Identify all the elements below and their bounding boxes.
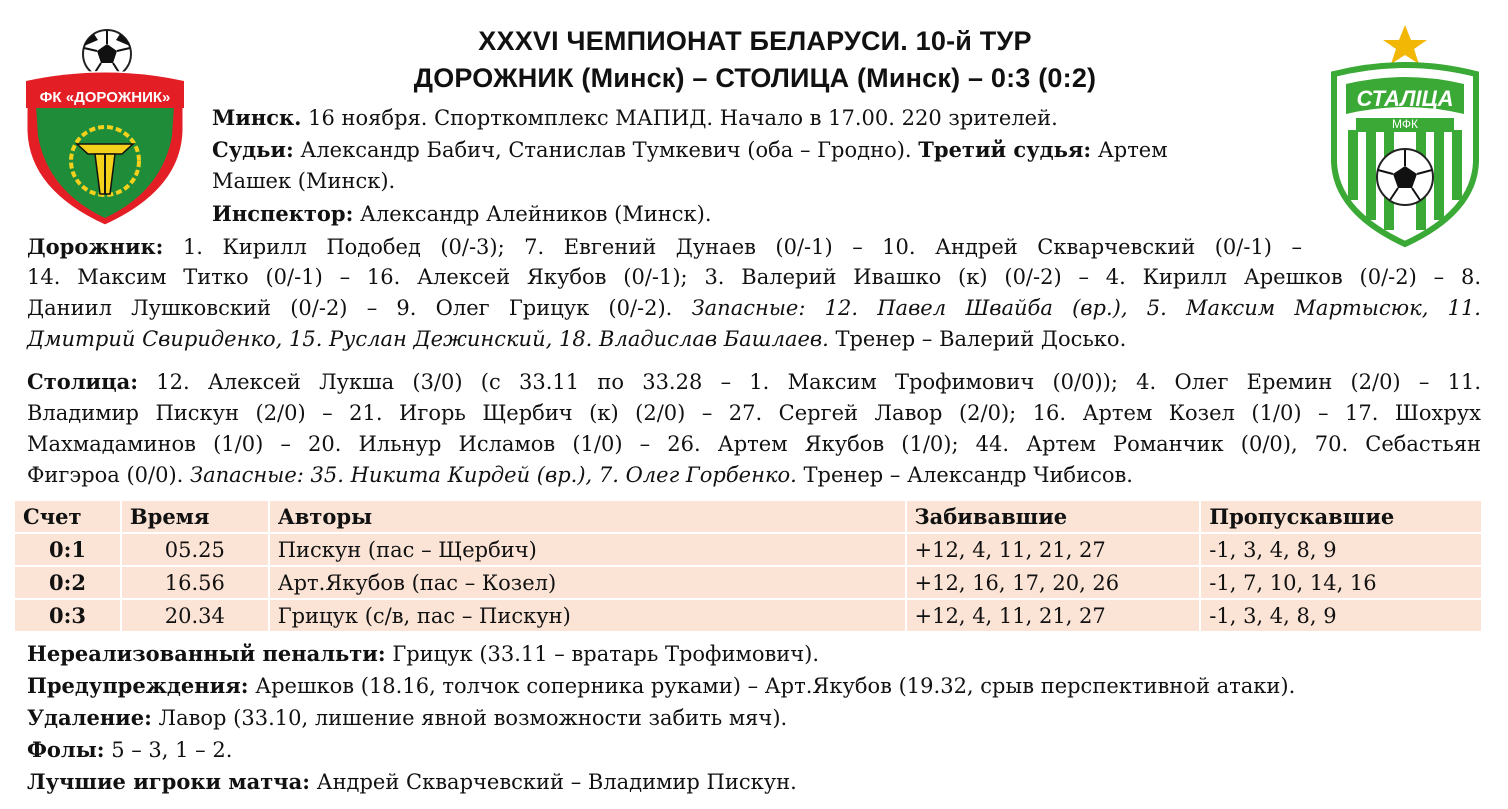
best-players-label: Лучшие игроки матча: xyxy=(27,769,310,794)
goal-author: Арт.Якубов (пас – Козел) xyxy=(269,566,906,599)
goal-time: 16.56 xyxy=(121,566,269,599)
home-lineup-row: 14. Максим Титко (0/-1) – 16. Алексей Якубов (0/-1); 3. Валерий Ивашко (к) (0/-2) – 4. Кирилл Арешков (0/-2) – 8. xyxy=(27,265,1481,289)
goal-scorers-on-pitch: +12, 4, 11, 21, 27 xyxy=(906,533,1201,566)
inspector-line xyxy=(212,198,712,230)
football-icon xyxy=(83,30,131,78)
match-score-title: ДОРОЖНИК (Минск) – СТОЛИЦА (Минск) – 0:3 (0:2) xyxy=(413,63,1097,93)
warnings-text: Арешков (18.16, толчок соперника руками) – Арт.Якубов (19.32, срыв перспективной атаки). xyxy=(248,674,1296,698)
goal-conceders-on-pitch: -1, 3, 4, 8, 9 xyxy=(1200,533,1482,566)
goal-time: 20.34 xyxy=(121,599,269,632)
goal-scorers-on-pitch: +12, 16, 17, 20, 26 xyxy=(906,566,1201,599)
stalitsa-logo xyxy=(1326,22,1484,248)
home-lineup-text: 1. Кирилл Подобед (0/-3); 7. Евгений Дунаев (0/-1) – 10. Андрей Скварчевский (0/-1) – xyxy=(163,235,1302,259)
goal-time: 05.25 xyxy=(121,533,269,566)
home-lineup-row xyxy=(27,293,1481,324)
best-players-line xyxy=(27,766,797,798)
goal-conceders-on-pitch: -1, 7, 10, 14, 16 xyxy=(1200,566,1482,599)
inspector-label: Инспектор: xyxy=(212,201,354,226)
goal-scorers-on-pitch: +12, 4, 11, 21, 27 xyxy=(906,599,1201,632)
home-subs-text: Запасные: 12. Павел Швайба (вр.), 5. Максим Мартысюк, 11. xyxy=(691,296,1481,320)
away-lineup-row: Владимир Пискун (2/0) – 21. Игорь Щербич (к) (2/0) – 27. Сергей Лавор (2/0); 16. Артем Козел (1/0) – 17. Шохрух xyxy=(27,401,1481,425)
third-referee-label: Третий судья: xyxy=(918,137,1092,162)
goals-table-header xyxy=(14,500,1482,533)
goal-author: Пискун (пас – Щербич) xyxy=(269,533,906,566)
away-lineup-row xyxy=(27,366,1481,398)
star-icon xyxy=(1383,25,1427,64)
away-subs-text: Запасные: 35. Никита Кирдей (вр.), 7. Олег Горбенко. xyxy=(190,463,797,487)
away-lineup xyxy=(27,366,1481,491)
table-row xyxy=(14,533,1482,566)
goal-score: 0:2 xyxy=(14,566,121,599)
sendoff-line xyxy=(27,702,787,734)
home-lineup-cont xyxy=(27,262,1481,355)
venue-line xyxy=(212,102,1058,134)
penalty-text: Грицук (33.11 – вратарь Трофимович). xyxy=(385,642,820,666)
stalitsa-logo-sub: МФК xyxy=(1392,117,1418,131)
away-lineup-text: Фигэроа (0/0). xyxy=(27,463,191,487)
third-referee-text: Артем xyxy=(1091,138,1168,162)
home-team-label: Дорожник: xyxy=(27,234,164,259)
referees-label: Судьи: xyxy=(212,137,294,162)
fouls-line xyxy=(27,734,232,766)
third-referee-cont: Машек (Минск). xyxy=(212,169,396,193)
referees-text: Александр Бабич, Станислав Тумкевич (оба – Гродно). xyxy=(293,138,919,162)
col-header-authors: Авторы xyxy=(269,500,906,533)
goal-conceders-on-pitch: -1, 3, 4, 8, 9 xyxy=(1200,599,1482,632)
col-header-scorers: Забивавшие xyxy=(906,500,1201,533)
col-header-score: Счет xyxy=(14,500,121,533)
table-row xyxy=(14,599,1482,632)
dorozhnik-logo xyxy=(22,26,188,230)
home-lineup-row xyxy=(27,324,1481,355)
dorozhnik-logo-text: ФК «ДОРОЖНИК» xyxy=(39,89,171,106)
goals-table xyxy=(13,499,1483,633)
venue-text: 16 ноября. Спорткомплекс МАПИД. Начало в 17.00. 220 зрителей. xyxy=(301,106,1058,130)
football-icon xyxy=(1377,149,1433,205)
warnings-line xyxy=(27,670,1295,702)
inspector-text: Александр Алейников (Минск). xyxy=(353,202,712,226)
warnings-label: Предупреждения: xyxy=(27,673,249,698)
sendoff-label: Удаление: xyxy=(27,705,152,730)
away-lineup-row: Махмадаминов (1/0) – 20. Ильнур Исламов (1/0) – 26. Артем Якубов (1/0); 44. Артем Романчик (0/0), 70. Себастьян xyxy=(27,432,1481,456)
home-lineup-text: Даниил Лушковский (0/-2) – 9. Олег Грицук (0/-2). xyxy=(27,296,692,320)
venue-label: Минск. xyxy=(212,105,302,130)
home-coach-text: Тренер – Валерий Досько. xyxy=(828,327,1127,351)
referees-line xyxy=(212,134,1302,166)
penalty-label: Нереализованный пенальти: xyxy=(27,641,386,666)
away-team-label: Столица: xyxy=(27,369,138,394)
stalitsa-logo-text: СТАЛIЦА xyxy=(1356,86,1454,111)
home-lineup xyxy=(27,231,1302,263)
table-row xyxy=(14,566,1482,599)
away-coach-text: Тренер – Александр Чибисов. xyxy=(796,463,1133,487)
penalty-line xyxy=(27,638,819,670)
goal-author: Грицук (с/в, пас – Пискун) xyxy=(269,599,906,632)
fouls-label: Фолы: xyxy=(27,737,105,762)
home-lineup-row xyxy=(27,231,1302,263)
match-title: XXXVI ЧЕМПИОНАТ БЕЛАРУСИ. 10-й ТУР xyxy=(478,26,1032,56)
sendoff-text: Лавор (33.10, лишение явной возможности забить мяч). xyxy=(151,706,788,730)
col-header-time: Время xyxy=(121,500,269,533)
home-subs-text: Дмитрий Свириденко, 15. Руслан Дежинский, 18. Владислав Башлаев. xyxy=(27,327,829,351)
away-lineup-row xyxy=(27,460,1481,491)
goal-score: 0:1 xyxy=(14,533,121,566)
goal-score: 0:3 xyxy=(14,599,121,632)
best-players-text: Андрей Скварчевский – Владимир Пискун. xyxy=(309,770,797,794)
away-lineup-text: 12. Алексей Лукша (3/0) (с 33.11 по 33.28 – 1. Максим Трофимович (0/0)); 4. Олег Еремин (2/0) – 11. xyxy=(138,370,1481,394)
col-header-conceded: Пропускавшие xyxy=(1200,500,1482,533)
fouls-text: 5 – 3, 1 – 2. xyxy=(104,738,233,762)
